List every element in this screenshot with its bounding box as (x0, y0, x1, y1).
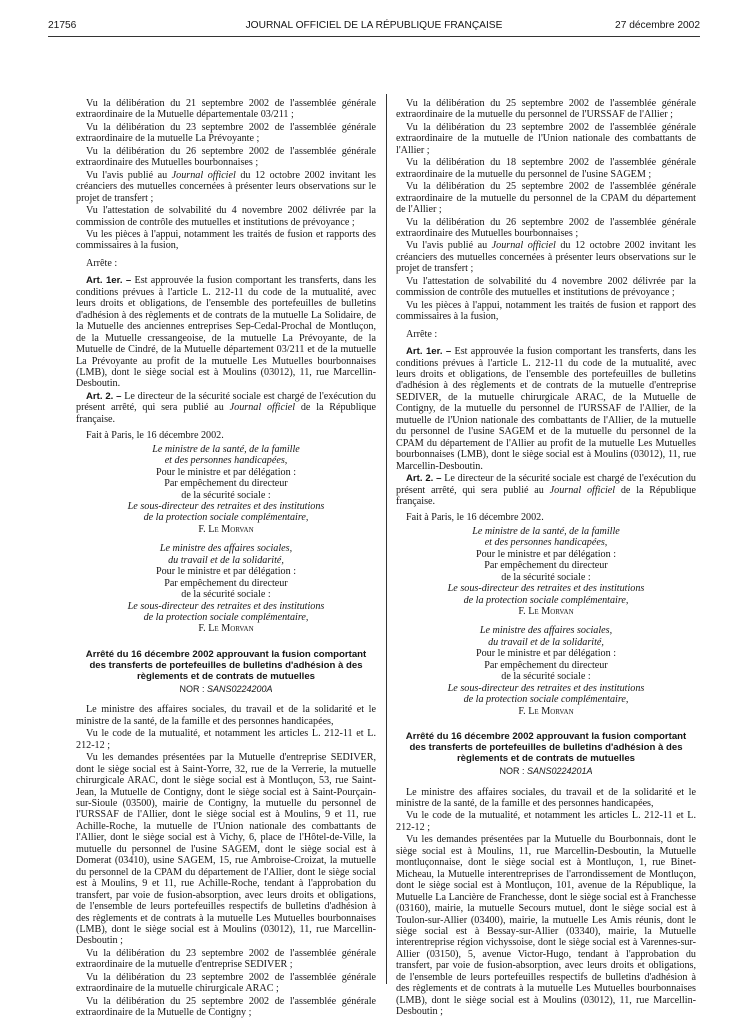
signature-line: Pour le ministre et par délégation : (475, 648, 617, 660)
signature-line: Le sous-directeur des retraites et des institutions (127, 500, 325, 512)
visa-paragraph: Vu la délibération du 23 septembre 2002 de l'assemblée générale extraordinaire de la mutuelle de l'Union nationale des combattants de l'Allier ; (396, 121, 696, 156)
visa-paragraph: Vu la délibération du 26 septembre 2002 de l'assemblée générale extraordinaire des Mutuelles bourbonnaises ; (396, 216, 696, 239)
page-number: 21756 (48, 20, 77, 31)
article-1 (76, 275, 376, 390)
signature-line: de la protection sociale complémentaire, (463, 694, 629, 706)
signature-line: Le sous-directeur des retraites et des institutions (447, 583, 645, 595)
signature-line: Pour le ministre et par délégation : (155, 466, 297, 478)
body-paragraph: Vu la délibération du 23 septembre 2002 de l'assemblée générale extraordinaire de la mutuelle d'entreprise SEDIVER ; (76, 947, 376, 971)
signature-line: Le ministre des affaires sociales, (479, 625, 613, 637)
column-divider (386, 94, 387, 984)
article-text: Le directeur de la sécurité sociale est chargé de l'exécution du présent arrêté, qui sera publié au (396, 473, 696, 496)
journal-title: JOURNAL OFFICIEL DE LA RÉPUBLIQUE FRANÇAISE (245, 20, 503, 31)
signature-line: de la protection sociale complémentaire, (143, 512, 309, 524)
nor-label: NOR : (499, 766, 527, 777)
journal-ref: Journal officiel (171, 169, 236, 181)
nor-reference (76, 684, 376, 695)
signature-line: Le sous-directeur des retraites et des institutions (447, 682, 645, 694)
header-rule (48, 36, 700, 37)
signing-place-date: Fait à Paris, le 16 décembre 2002. (86, 430, 224, 442)
avis-paragraph (396, 240, 696, 274)
body-paragraph: Le ministre des affaires sociales, du travail et de la solidarité et le ministre de la santé, de la famille et des personnes handicapées, (396, 786, 696, 810)
body-paragraph: Vu la délibération du 25 septembre 2002 de l'assemblée générale extraordinaire de la Mutuelle de Contigny ; (76, 995, 376, 1019)
arrete-label: Arrête : (86, 257, 118, 269)
visa-paragraph: Vu les pièces à l'appui, notamment les traités de fusion et rapport des commissaires à la fusion, (396, 299, 696, 323)
avis-text: du 12 octobre 2002 invitant les créanciers des mutuelles concernées à présenter leurs observations sur le projet de transfert ; (396, 240, 696, 275)
signatory-name: F. Le Morvan (198, 523, 254, 535)
signature-line: de la sécurité sociale : (181, 589, 271, 601)
arrete-label: Arrête : (406, 328, 438, 340)
signature-line: Le ministre de la santé, de la famille (152, 443, 300, 455)
signature-line: Pour le ministre et par délégation : (475, 548, 617, 560)
body-paragraph: Vu le code de la mutualité, et notamment les articles L. 212-11 et L. 212-12 ; (396, 810, 696, 833)
visa-paragraph: Vu la délibération du 21 septembre 2002 de l'assemblée générale extraordinaire de la Mutuelle départementale 03/211 ; (76, 98, 376, 121)
signature-line: Le ministre de la santé, de la famille (472, 525, 620, 537)
visa-paragraph: Vu la délibération du 23 septembre 2002 de l'assemblée générale extraordinaire de la mutuelle La Prévoyante ; (76, 121, 376, 145)
article-1 (396, 346, 696, 472)
signature-line: de la protection sociale complémentaire, (143, 612, 309, 624)
nor-code: SANS0224201A (526, 766, 593, 777)
article-text: de la République française. (396, 484, 696, 507)
signature-block-affaires (396, 625, 696, 717)
avis-text: du 12 octobre 2002 invitant les créanciers des mutuelles concernées à présenter leurs observations sur le projet de transfert ; (76, 169, 376, 204)
article-label: Art. 2. – (86, 390, 122, 402)
issue-date: 27 décembre 2002 (615, 20, 700, 31)
signature-line: du travail et de la solidarité, (488, 636, 604, 648)
signature-line: Par empêchement du directeur (164, 577, 288, 589)
left-column (76, 98, 376, 1020)
journal-ref: Journal officiel (491, 240, 556, 252)
nor-code: SANS0224200A (206, 683, 273, 694)
article-text: Est approuvée la fusion comportant les transferts, dans les conditions prévues à l'article L. 212-11 du code de la mutualité, avec leurs droits et obligations, de l'ensemble des portefeuilles de bulletins d'adhésion à des règlements et de contrats de la mutuelle d'entreprise SEDIVER, de la mutuelle chirurgicale ARAC, de la Mutuelle de Contigny, de la mutuelle du personnel de l'URSSAF de l'Allier, de la mutuelle de l'Union nationale des combattants de l'Allier, de la mutuelle du personnel de l'usine SAGEM et de la mutuelle du personnel de la CPAM du département de l'Allier au profit de la mutuelle Les Mutuelles bourbonnaises (LMB), dont le siège social est à Moulins (03012), 11, rue Marcellin-Desboutin. (396, 346, 697, 472)
signature-line: et des personnes handicapées, (164, 455, 288, 467)
signature-line: de la protection sociale complémentaire, (463, 594, 629, 606)
body-paragraph: Vu les demandes présentées par la Mutuelle du Bourbonnais, dont le siège social est à Moulins, 11, rue Marcellin-Desboutin, la Mutuelle montluçonnaise, dont le siège social est à Montluçon, 1, rue Binet-Micheau, la Mutuelle interentreprises de l'arrondissement de Montluçon, dont le siège social est à Montluçon, 101, avenue de la République, la Mutuelle La Lancière de Franchesse, dont le siège social est à Franchesse (03160), mairie, la mutuelle Secours mutuel, dont le siège social est à Toulon-sur-Allier (03400), mairie, la mutuelle Les Amis réunis, dont le siège social est à Bessay-sur-Allier (03340), mairie, la Mutuelle interentreprise région vichyssoise, dont le siège social est à Varennes-sur-Allier (03150), 5, avenue Victor-Hugo, tendant à l'approbation du transfert, par voie de fusion-absorption, avec leurs droits et obligations, de l'ensemble de leurs portefeuilles respectifs de bulletins d'adhésion à des règlements et de contrats à la mutuelle Les Mutuelles bourbonnaises (LMB), dont le siège social est à Moulins (03012), 11, rue Marcellin-Desboutin ; (396, 834, 696, 1018)
signature-block-sante (76, 444, 376, 536)
visa-paragraph: Vu la délibération du 25 septembre 2002 de l'assemblée générale extraordinaire de la mutuelle du personnel de la CPAM du département de l'Allier ; (396, 181, 696, 216)
visa-paragraph: Vu l'attestation de solvabilité du 4 novembre 2002 délivrée par la commission de contrôle des mutuelles et institutions de prévoyance ; (396, 275, 696, 299)
avis-paragraph (76, 170, 376, 204)
signing-place-date: Fait à Paris, le 16 décembre 2002. (406, 512, 544, 524)
article-2 (76, 391, 376, 425)
signature-line: Par empêchement du directeur (484, 560, 608, 572)
signature-line: de la sécurité sociale : (181, 489, 271, 501)
signatory-name: F. Le Morvan (518, 606, 574, 618)
nor-reference (396, 766, 696, 777)
article-text: Le directeur de la sécurité sociale est chargé de l'exécution du présent arrêté, qui sera publié au (76, 390, 376, 414)
visa-paragraph: Vu la délibération du 25 septembre 2002 de l'assemblée générale extraordinaire de la mutuelle du personnel de l'URSSAF de l'Allier ; (396, 98, 696, 121)
signature-block-sante (396, 526, 696, 618)
signature-line: et des personnes handicapées, (484, 537, 608, 549)
visa-paragraph: Vu l'attestation de solvabilité du 4 novembre 2002 délivrée par la commission de contrôle des mutuelles et institutions de prévoyance ; (76, 205, 376, 228)
nor-label: NOR : (179, 683, 207, 694)
signatory-name: F. Le Morvan (518, 705, 574, 717)
signature-line: de la sécurité sociale : (501, 671, 591, 683)
journal-ref: Journal officiel (229, 402, 296, 414)
avis-text: Vu l'avis publié au (86, 169, 172, 181)
article-text: de la République française. (76, 402, 376, 425)
article-label: Art. 2. – (406, 473, 442, 485)
article-label: Art. 1er. – (86, 275, 132, 287)
signature-line: Par empêchement du directeur (484, 659, 608, 671)
signature-line: de la sécurité sociale : (501, 571, 591, 583)
signature-block-affaires (76, 543, 376, 635)
article-text: Est approuvée la fusion comportant les transferts, dans les conditions prévues à l'article L. 212-11 du code de la mutualité, avec leurs droits et obligations, de l'ensemble des portefeuilles de bulletins d'adhésion à des règlements et de contrats de la mutuelle La Solidaire, de la Mutuelle des anciennes entreprises Sep-Cedal-Prochal de Montluçon, de la Mutuelle cressangeoise, de la mutuelle La Prévoyante, de la Mutuelle de Cindré, de la Mutuelle département 03/211 et de la mutuelle La Prévoyante au profit de la mutuelle Les Mutuelles bourbonnaises (LMB), dont le siège social est à Moulins (03012), 11, rue Marcellin-Desboutin. (76, 275, 377, 390)
signature-line: du travail et de la solidarité, (168, 554, 284, 566)
signature-line: Par empêchement du directeur (164, 478, 288, 490)
visa-paragraph: Vu la délibération du 18 septembre 2002 de l'assemblée générale extraordinaire de la mutuelle du personnel de l'usine SAGEM ; (396, 157, 696, 180)
visa-paragraph: Vu les pièces à l'appui, notamment les traités de fusion et rapports des commissaires à la fusion, (76, 228, 376, 252)
signatory-name: F. Le Morvan (198, 623, 254, 635)
body-paragraph: Vu le code de la mutualité, et notamment les articles L. 212-11 et L. 212-12 ; (76, 728, 376, 751)
decree-heading: Arrêté du 16 décembre 2002 approuvant la fusion comportant des transferts de portefeuilles de bulletins d'adhésion à des règlements et de contrats de mutuelles (405, 731, 687, 765)
avis-text: Vu l'avis publié au (406, 240, 492, 252)
signature-line: Le sous-directeur des retraites et des institutions (127, 600, 325, 612)
body-paragraph: Vu les demandes présentées par la Mutuelle d'entreprise SEDIVER, dont le siège social est à Saint-Yorre, 32, rue de la Verrerie, la mutuelle chirurgicale ARAC, dont le siège social est à Montluçon, 53, rue Saint-Jean, la Mutuelle de Contigny, dont le siège social est à Saint-Pourçain-sur-Sioule (03500), mairie de Contigny, la mutuelle du personnel de l'URSSAF de l'Allier, dont le siège social est à Moulins, 9 et 11, rue Achille-Roche, la mutuelle de l'Union nationale des combattants de l'Allier, dont le siège social est à Vichy, 6, place de l'Hôtel-de-Ville, la mutuelle du personnel de l'usine SAGEM, dont le siège social est à Domerat (03410), usine SAGEM, 15, rue Ambroise-Croizat, la mutuelle du personnel de la CPAM du département de l'Allier, dont le siège social est à Moulins, 9 et 11, rue Achille-Roche, tendant à l'approbation du transfert, par voie de fusion-absorption, avec leurs droits et obligations, de l'ensemble de leurs portefeuilles respectifs de bulletins d'adhésion à des règlements et de contrats à la mutuelle Les Mutuelles bourbonnaises (LMB), dont le siège social est à Moulins (03012), 11, rue Marcellin-Desboutin ; (76, 752, 376, 947)
article-label: Art. 1er. – (406, 346, 452, 358)
signature-line: Le ministre des affaires sociales, (159, 543, 293, 555)
article-2 (396, 473, 696, 507)
body-paragraph: Vu la délibération du 23 septembre 2002 de l'assemblée générale extraordinaire de la mutuelle chirurgicale ARAC ; (76, 971, 376, 995)
right-column (396, 98, 696, 1019)
journal-ref: Journal officiel (549, 484, 616, 496)
page-header (48, 20, 700, 36)
visa-paragraph: Vu la délibération du 26 septembre 2002 de l'assemblée générale extraordinaire des Mutuelles bourbonnaises ; (76, 145, 376, 169)
body-paragraph: Le ministre des affaires sociales, du travail et de la solidarité et le ministre de la santé, de la famille et des personnes handicapées, (76, 704, 376, 727)
signature-line: Pour le ministre et par délégation : (155, 566, 297, 578)
decree-heading: Arrêté du 16 décembre 2002 approuvant la fusion comportant des transferts de portefeuilles de bulletins d'adhésion à des règlements et de contrats de mutuelles (85, 648, 367, 682)
